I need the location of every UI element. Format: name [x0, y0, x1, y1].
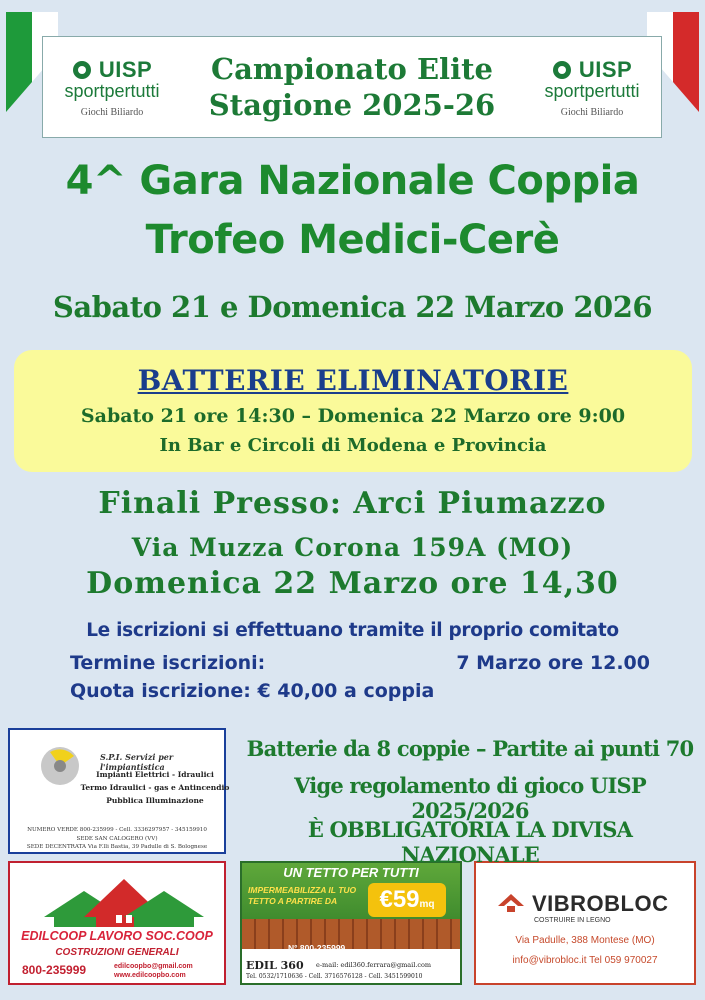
- rule-regulation: Vige regolamento di gioco UISP 2025/2026: [294, 773, 646, 823]
- finali-datetime: Domenica 22 Marzo ore 14,30: [86, 566, 619, 601]
- vibrobloc-logo: [498, 891, 669, 917]
- page-title: [181, 51, 523, 123]
- spi-service: Impianti Elettrici - Idraulici: [96, 770, 214, 779]
- uisp-emblem-icon: [552, 60, 576, 80]
- tetto-price: €59: [379, 886, 420, 913]
- tetto-brand: EDIL 360: [246, 959, 304, 972]
- sponsor-vibrobloc: [474, 861, 696, 985]
- spi-service: Pubblica Illuminazione: [106, 796, 204, 805]
- batterie-location: In Bar e Circoli di Modena e Provincia: [159, 435, 547, 456]
- iscrizioni-info: Le iscrizioni si effettuano tramite il proprio comitato: [86, 620, 619, 641]
- edilcoop-email: edilcoopbo@gmail.com: [114, 963, 193, 970]
- sponsor-spi: [8, 728, 230, 854]
- rule-format: Batterie da 8 coppie – Partite ai punti 70: [246, 736, 694, 761]
- spi-footer-line: NUMERO VERDE 800-235999 - Cell. 3336297957 - 345159910: [27, 827, 207, 833]
- tetto-price-badge: [368, 883, 446, 917]
- spi-service: Termo Idraulici - gas e Antincendio: [80, 783, 230, 792]
- iscrizioni-deadline: [70, 652, 650, 674]
- vibrobloc-name: VIBROBLOC: [532, 891, 669, 916]
- uisp-logo-right: [523, 37, 661, 137]
- finali-address: Via Muzza Corona 159A (MO): [131, 533, 574, 562]
- spi-footer-line: SEDE DECENTRATA Via F.lli Bastia, 39 Padulle di S. Bolognese: [26, 844, 208, 850]
- logo-tagline: sportpertutti: [544, 80, 640, 101]
- header-band: [42, 36, 662, 138]
- deadline-label: Termine iscrizioni:: [70, 652, 266, 674]
- tetto-price-unit: mq: [419, 899, 435, 910]
- sponsor-edilcoop: [8, 861, 226, 985]
- tetto-promo-line: IMPERMEABILIZZA IL TUO: [248, 885, 357, 895]
- batterie-schedule: Sabato 21 ore 14:30 – Domenica 22 Marzo ore 9:00: [80, 405, 626, 427]
- spi-services: [80, 768, 230, 807]
- spi-logo-icon: [36, 744, 84, 788]
- logo-sub: Giochi Biliardo: [560, 106, 624, 118]
- finali-venue: Finali Presso: Arci Piumazzo: [98, 486, 607, 521]
- logo-sub: Giochi Biliardo: [80, 106, 144, 118]
- rule-uniform: È OBBLIGATORIA LA DIVISA NAZIONALE: [307, 817, 633, 867]
- event-dates: Sabato 21 e Domenica 22 Marzo 2026: [52, 290, 653, 324]
- tetto-headline: UN TETTO PER TUTTI: [283, 865, 419, 880]
- vibrobloc-contact: info@vibrobloc.it Tel 059 970027: [512, 955, 658, 966]
- deadline-value: 7 Marzo ore 12.00: [456, 652, 650, 674]
- spi-footer-line: SEDE SAN CALOGERO (VV): [76, 835, 158, 842]
- tetto-promo: [248, 885, 356, 907]
- edilcoop-houses-icon: [24, 873, 214, 929]
- iscrizioni-fee: Quota iscrizione: € 40,00 a coppia: [70, 680, 435, 702]
- uisp-logo-left: [43, 37, 181, 137]
- edilcoop-phone: 800-235999: [22, 963, 87, 977]
- tetto-roof-image: [242, 919, 460, 949]
- tetto-number: N° 800-235999: [288, 943, 346, 953]
- tetto-promo-line: TETTO A PARTIRE DA: [248, 896, 338, 906]
- vibrobloc-address: Via Padulle, 388 Montese (MO): [515, 935, 655, 946]
- title-line-1: Campionato Elite: [211, 52, 493, 86]
- sponsor-edil360: [240, 861, 462, 985]
- edilcoop-web: www.edilcoopbo.com: [114, 972, 186, 979]
- vibrobloc-roof-icon: [498, 894, 524, 914]
- event-title-line-1: 4^ Gara Nazionale Coppia: [65, 158, 640, 204]
- edilcoop-name: EDILCOOP LAVORO SOC.COOP: [21, 929, 213, 943]
- uisp-emblem-icon: [72, 60, 96, 80]
- vibrobloc-subtitle: COSTRUIRE IN LEGNO: [534, 917, 611, 924]
- edilcoop-contacts: [114, 962, 193, 980]
- edilcoop-subtitle: COSTRUZIONI GENERALI: [55, 947, 179, 958]
- title-line-2: Stagione 2025-26: [208, 88, 496, 122]
- tetto-email: e-mail: edil360.ferrara@gmail.com: [316, 961, 432, 969]
- batterie-box: [14, 350, 692, 472]
- spi-name: S.P.I. Servizi per l'impiantistica: [100, 752, 174, 772]
- logo-brand: UISP: [578, 56, 633, 82]
- tetto-phones: Tel. 0532/1710636 - Cell. 3716576128 - Cell. 3451599010: [246, 973, 423, 980]
- event-title-line-2: Trofeo Medici-Cerè: [145, 217, 560, 263]
- logo-brand: UISP: [98, 56, 153, 82]
- logo-tagline: sportpertutti: [64, 80, 160, 101]
- batterie-title: BATTERIE ELIMINATORIE: [137, 364, 569, 397]
- spi-footer: [12, 826, 222, 852]
